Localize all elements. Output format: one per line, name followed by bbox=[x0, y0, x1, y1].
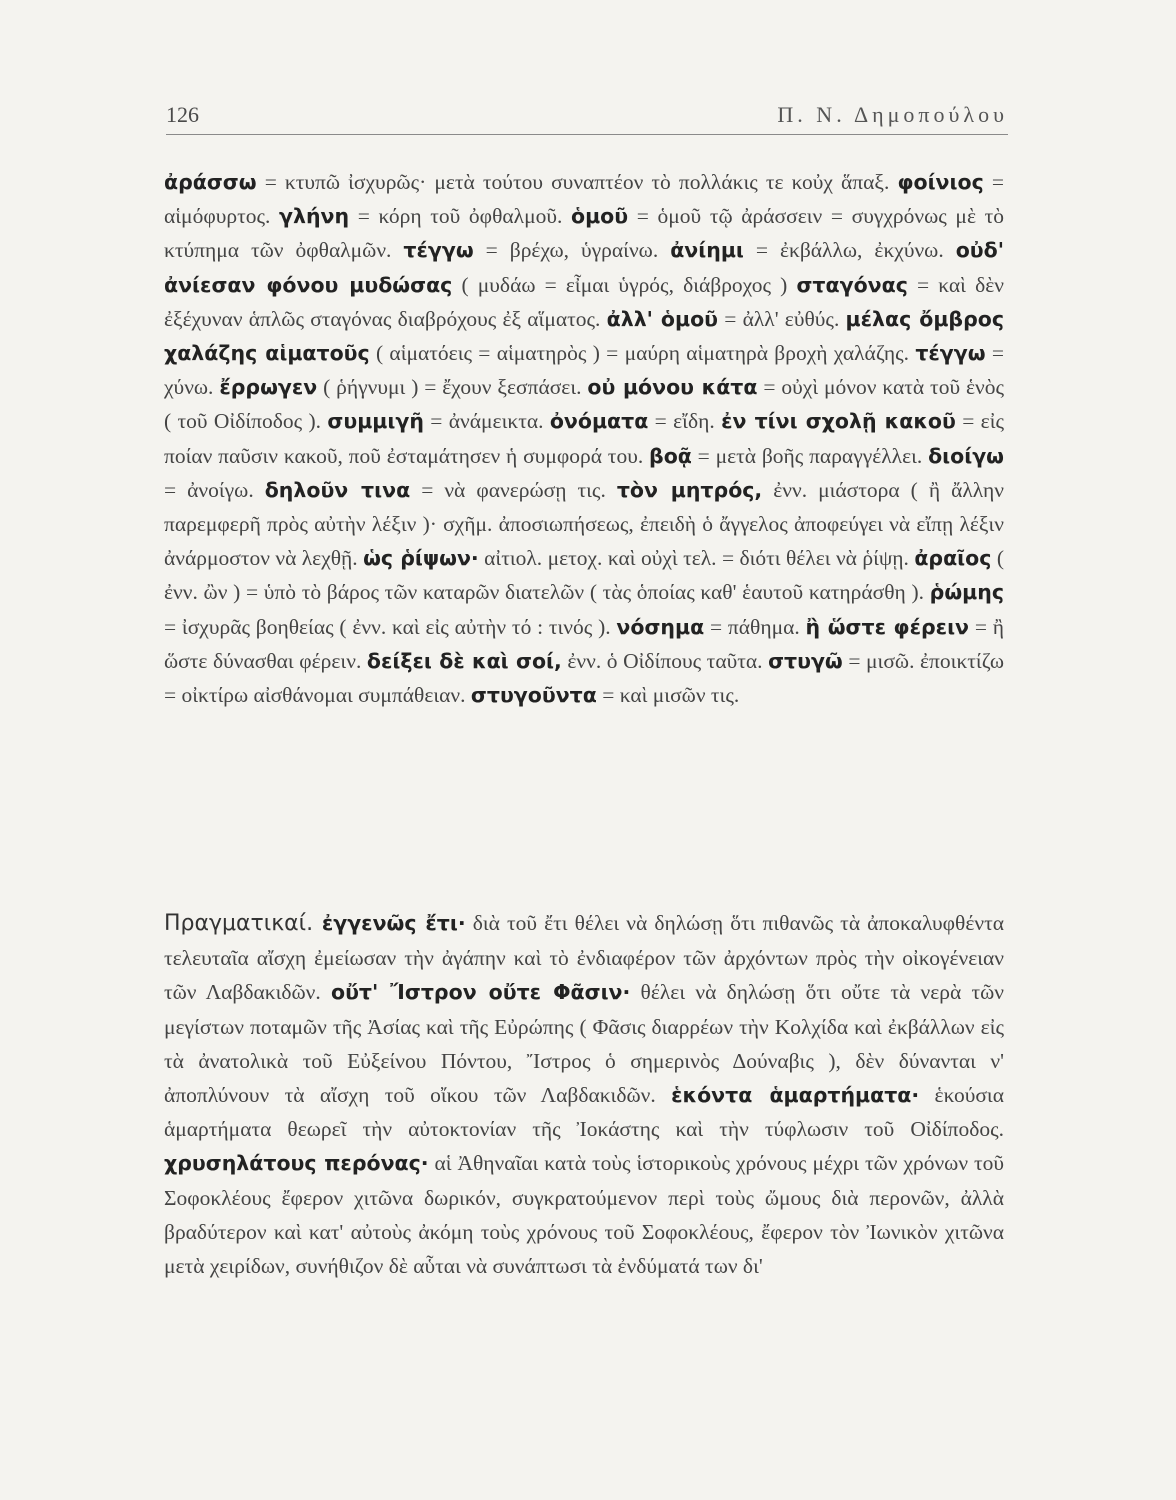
commentary-block-verbal bbox=[164, 165, 1004, 712]
lemma-term: τὸν μητρός, bbox=[616, 477, 763, 502]
gloss-text: αἰτιολ. μετοχ. καὶ οὐχὶ τελ. = διότι θέλει νὰ ῥίψῃ. bbox=[478, 546, 915, 571]
gloss-text: = πάθημα. bbox=[704, 614, 806, 639]
lemma-term: σταγόνας bbox=[796, 272, 908, 297]
lemma-term: ῥώμης bbox=[929, 580, 1004, 605]
lemma-term: συμμιγῆ bbox=[327, 409, 424, 434]
lemma-term: ἑκόντα ἁμαρτήματα· bbox=[671, 1083, 920, 1108]
lemma-term: δηλοῦν τινα bbox=[264, 477, 411, 502]
gloss-text: = ἰσχυρᾶς βοηθείας ( ἐνν. καὶ εἰς αὐτὴν τό : τινός ). bbox=[164, 614, 617, 639]
gloss-text: = εἰς ποίαν παῦσιν κακοῦ, ποῦ ἐσταμάτησεν ἡ συμφορά του. bbox=[164, 409, 1004, 468]
running-head: Π. Ν. Δημοπούλου bbox=[777, 102, 1008, 127]
lemma-term: φοίνιος bbox=[897, 170, 984, 194]
lemma-term: τέγγω bbox=[915, 341, 986, 366]
lemma-term: τέγγω bbox=[403, 238, 474, 263]
gloss-text: = κόρη τοῦ ὀφθαλμοῦ. bbox=[349, 204, 572, 229]
gloss-text: ( μυδάω = εἶμαι ὑγρός, διάβροχος ) bbox=[452, 272, 797, 297]
gloss-text: = εἴδη. bbox=[648, 409, 722, 434]
section-title: Πραγματικαί. bbox=[164, 911, 322, 936]
gloss-text: = καὶ δὲν ἐξέχυναν ἁπλῶς σταγόνας διαβρόχους ἐξ αἵματος. bbox=[164, 272, 1004, 331]
gloss-text: ( ῥήγνυμι ) = ἔχουν ξεσπάσει. bbox=[317, 375, 588, 400]
page-number: 126 bbox=[166, 102, 199, 127]
lemma-term: ἐγγενῶς ἔτι· bbox=[321, 911, 466, 935]
gloss-text: = ἢ ὥστε δύνασθαι φέρειν. bbox=[164, 614, 1004, 673]
commentary-block-factual bbox=[164, 906, 1004, 1283]
gloss-text: = χύνω. bbox=[164, 341, 1004, 400]
gloss-text: = μετὰ βοῆς παραγγέλλει. bbox=[691, 443, 929, 468]
gloss-text: ( ἐνν. ὢν ) = ὑπὸ τὸ βάρος τῶν καταρῶν διατελῶν ( τὰς ὁποίας καθ' ἑαυτοῦ κατηράσθη ). bbox=[164, 546, 1004, 605]
gloss-text: = βρέχω, ὑγραίνω. bbox=[473, 238, 671, 263]
gloss-text: = ὁμοῦ τῷ ἀράσσειν = συγχρόνως μὲ τὸ κτύπημα τῶν ὀφθαλμῶν. bbox=[164, 204, 1005, 263]
gloss-text: = νὰ φανερώσῃ τις. bbox=[410, 477, 617, 502]
lemma-term: οὔτ' Ἴστρον οὔτε Φᾶσιν· bbox=[331, 980, 631, 1005]
gloss-text: = ἀνάμεικτα. bbox=[423, 409, 550, 434]
gloss-text: διὰ τοῦ ἔτι θέλει νὰ δηλώσῃ ὅτι πιθανῶς τὰ ἀποκαλυφθέντα τελευταῖα αἴσχη ἐμείωσαν τὴν ἀγάπην καὶ τὸ ἐνδιαφέρον τῶν ἀρχόντων πρὸς τὴν οἰκογένειαν τῶν Λαβδακιδῶν. bbox=[164, 911, 1004, 1005]
lemma-term: νόσημα bbox=[616, 614, 705, 639]
gloss-text: θέλει νὰ δηλώσῃ ὅτι οὔτε τὰ νερὰ τῶν μεγίστων ποταμῶν τῆς Ἀσίας καὶ τῆς Εὐρώπης ( Φᾶσις διαρρέων τὴν Κολχίδα καὶ ἐκβάλλων εἰς τὰ ἀνατολικὰ τοῦ Εὐξείνου Πόντου, Ἴστρος ὁ σημερινὸς Δούναβις ), δὲν δύνανται ν' ἀποπλύνουν τὰ αἴσχη τοῦ οἴκου τῶν Λαβδακιδῶν. bbox=[164, 980, 1004, 1108]
gloss-text: = ἀλλ' εὐθύς. bbox=[718, 306, 846, 331]
lemma-term: οὐδ' ἀνίεσαν φόνου μυδώσας bbox=[164, 238, 1004, 297]
gloss-text: ( αἱματόεις = αἱματηρὸς ) = μαύρη αἱματηρὰ βροχὴ χαλάζης. bbox=[369, 341, 916, 366]
gloss-text: ἐνν. μιάστορα ( ἢ ἄλλην παρεμφερῆ πρὸς αὐτὴν λέξιν )· σχῆμ. ἀποσιωπήσεως, ἐπειδὴ ὁ ἄγγελος ἀποφεύγει νὰ εἴπῃ λέξιν ἀνάρμοστον νὰ λεχθῇ. bbox=[164, 477, 1005, 571]
gloss-text: ἑκούσια ἁμαρτήματα θεωρεῖ τὴν αὐτοκτονίαν τῆς Ἰοκάστης καὶ τὴν τύφλωσιν τοῦ Οἰδίποδος. bbox=[164, 1083, 1004, 1142]
gloss-text: = οὐχὶ μόνον κατὰ τοῦ ἑνὸς ( τοῦ Οἰδίποδος ). bbox=[164, 375, 1004, 434]
lemma-term: μέλας ὄμβρος χαλάζης αἱματοῦς bbox=[164, 306, 1004, 366]
lemma-term: ἀραῖος bbox=[914, 546, 992, 571]
gloss-text: = μισῶ. bbox=[842, 648, 921, 673]
gloss-text: = ἀνοίγω. bbox=[164, 477, 265, 502]
gloss-text: = αἱμόφυρτος. bbox=[164, 170, 1004, 229]
gloss-text: = κτυπῶ ἰσχυρῶς· μετὰ τούτου συναπτέον τὸ πολλάκις τε κοὐχ ἅπαξ. bbox=[256, 170, 898, 194]
lemma-term: ἔρρωγεν bbox=[219, 375, 318, 400]
lemma-term: χρυσηλάτους περόνας· bbox=[164, 1151, 429, 1176]
lemma-term: ἀράσσω bbox=[164, 170, 257, 194]
lemma-term: ἀνίημι bbox=[670, 238, 744, 263]
lemma-term: γλήνη bbox=[279, 204, 350, 229]
gloss-text: = καὶ μισῶν τις. bbox=[596, 683, 740, 708]
lemma-term: ἐν τίνι σχολῇ κακοῦ bbox=[721, 409, 956, 434]
lemma-term: ὀνόματα bbox=[549, 409, 649, 434]
gloss-text: ἐποικτίζω = οἰκτίρω αἰσθάνομαι συμπάθειαν. bbox=[164, 648, 1004, 708]
gloss-text: αἱ Ἀθηναῖαι κατὰ τοὺς ἱστορικοὺς χρόνους μέχρι τῶν χρόνων τοῦ Σοφοκλέους ἔφερον χιτῶνα δωρικόν, συγκρατούμενον περὶ τοὺς ὤμους διὰ περονῶν, ἀλλὰ βραδύτερον καὶ κατ' αὐτοὺς ἀκόμη τοὺς χρόνους τοῦ Σοφοκλέους, ἔφερον τὸν Ἰωνικὸν χιτῶνα μετὰ χειρίδων, συνήθιζον δὲ αὗται νὰ συνάπτωσι τὰ ἐνδύματά των δι' bbox=[164, 1151, 1004, 1279]
lemma-term: στυγῶ bbox=[768, 648, 843, 673]
lemma-term: ὁμοῦ bbox=[571, 204, 629, 229]
lemma-term: ὡς ῥίψων· bbox=[363, 546, 479, 571]
lemma-term: ἢ ὥστε φέρειν bbox=[805, 614, 970, 639]
lemma-term: στυγοῦντα bbox=[470, 683, 597, 708]
gloss-text: = ἐκβάλλω, ἐκχύνω. bbox=[743, 238, 956, 263]
page-header bbox=[166, 92, 1008, 135]
lemma-term: βοᾷ bbox=[649, 443, 692, 468]
gloss-text: ἐνν. ὁ Οἰδίπους ταῦτα. bbox=[561, 648, 769, 673]
lemma-term: διοίγω bbox=[928, 443, 1004, 468]
lemma-term: ἀλλ' ὁμοῦ bbox=[606, 306, 719, 331]
lemma-term: οὐ μόνου κάτα bbox=[587, 375, 758, 400]
lemma-term: δείξει δὲ καὶ σοί, bbox=[366, 648, 562, 673]
